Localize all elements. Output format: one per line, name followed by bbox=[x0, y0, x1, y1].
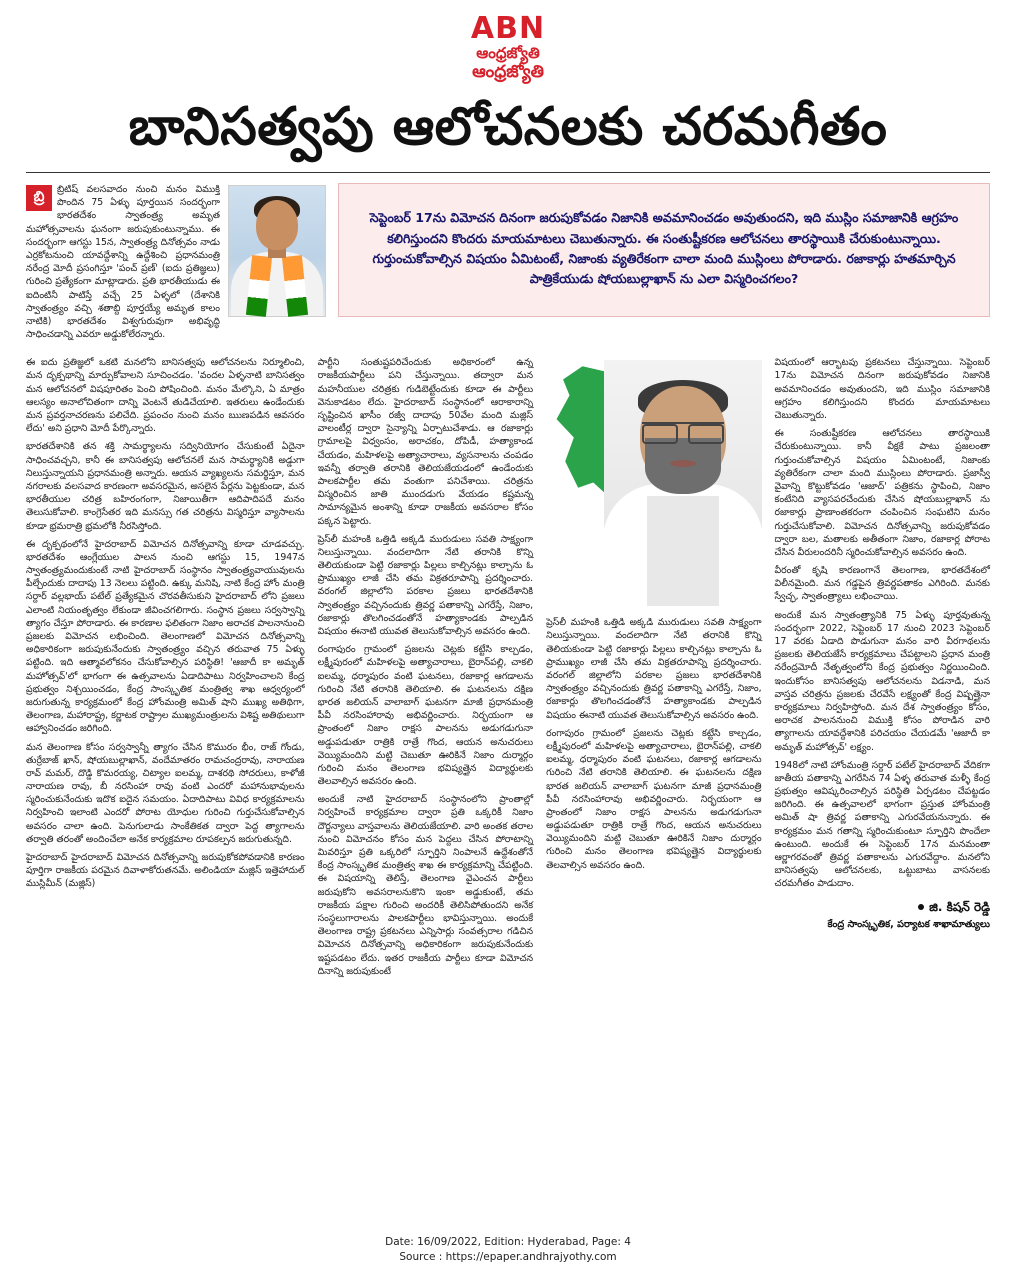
drop-cap: బ్రి bbox=[26, 185, 52, 211]
paragraph: విషయంలో ఆర్భాటపు ప్రకటనలు చేస్తున్నాయి. సెప్టెంబర్ 17ను విమోచన దినంగా జరుపుకోవడం నిజానికి అవమానించడం అవుతుందని, ఇది ముస్లిం సమాజానికి ఆగ్రహం కలిగిస్తుందని కొందరు మాయమాటలు చెబుతున్నారు. bbox=[774, 357, 991, 422]
paragraph: ఈ దృక్పథంలోనే హైదరాబాద్ విమోచన దినోత్సవాన్ని కూడా చూడవచ్చు. భారతదేశం ఆంగ్లేయుల పాలన నుంచి ఆగస్టు 15, 1947న స్వాతంత్ర్యమందుకుంటే నాటి హైదరాబాద్ సంస్థానం స్వాతంత్ర్యవాయువులను పీల్చేందుకు దాదాపు 13 నెలలు పట్టింది. ఉక్కు మనిషి, నాటి కేంద్ర హోం మంత్రి సర్దార్ వల్లభాయ్ పటేల్ ప్రత్యేకమైన చొరవతీసుకుని హైదరాబాద్ లోని ప్రజలు ఎలాంటి నియంతృత్వం లేకుండా జీవించగలిగారు. సంస్థాన ప్రజలు సర్వస్వాన్ని త్యాగం చేస్తూ పోరాడారు. ఈ కారణాల ఫలితంగా నిజాం అరాచక పాలనానుంచి ప్రజలకు విమోచన లభించింది. తెలంగాణలో విమోచన దినోత్సవాన్ని అధికారికంగా జరుపుకునేందుకు స్వాతంత్ర్యం వచ్చిన తరువాత 75 ఏళ్ళు పట్టింది. ఇది ఆత్మావలోకనం చేసుకోవాల్సిన పరిస్థితి! 'ఆజాదీ కా అమృత్ మహోత్సవ్'లో భాగంగా ఈ ఉత్సవాలను ఏడాదిపాటు నిర్వహించాలని కేంద్ర ప్రభుత్వం నిశ్చయించడం, కేంద్ర సాంస్కృతిక మంత్రిత్వ శాఖ ఆధ్వర్యంలో జరుగుతున్న కార్యక్రమంలో కేంద్ర హోంమంత్రి అమిత్ షాని ముఖ్య అతిథిగా, తెలంగాణ, మహారాష్ట్ర, కర్ణాటక రాష్ట్రాల ముఖ్యమంత్రులను విశిష్ట అతిథులుగా ఆహ్వానించడం జరిగింది. bbox=[26, 538, 305, 735]
author-photo bbox=[228, 185, 326, 317]
byline-name-row bbox=[775, 899, 990, 916]
paragraph: వీరంతో కృషి కారణంగానే తెలంగాణ, భారతదేశంలో విలీనమైంది. మన గడ్డపైన త్రివర్ణపతాకం ఎగిరింది. మనకు స్వేచ్ఛ, స్వాతంత్ర్యాలు లభించాయి. bbox=[774, 565, 991, 603]
headline-divider bbox=[26, 172, 990, 173]
highlight-callout bbox=[338, 183, 990, 317]
intro-text-column bbox=[26, 183, 220, 346]
highlight-text: సెప్టెంబర్ 17ను విమోచన దినంగా జరుపుకోవడం నిజానికి అవమానించడం అవుతుందని, ఇది ముస్లిం సమాజానికి ఆగ్రహం కలిగిస్తుందని కొందరు మాయమాటలు చెబుతున్నారు. ఈ సంతుష్టీకరణ ఆలోచనలు తారస్థాయికి చేరుకుంటున్నాయి. గుర్తుంచుకోవాల్సిన విషయం ఏమిటంటే, నిజాంకు వ్యతిరేకంగా చాలా మంది ముస్లింలు పోరాడారు. రజాకార్లు హతమార్చిన పాత్రికేయుడు షోయబుల్లాఖాన్ ను ఎలా విస్మరించగలం? bbox=[369, 210, 959, 287]
paragraph: పార్టీని సంతుష్టపరిచేందుకు అధికారంలో ఉన్న రాజకీయపార్టీలు పని చేస్తున్నాయి. తద్వారా మన మహనీయుల చరిత్రకు గుడిబెట్టేందుకు కూడా ఈ పార్టీలు వెనుకాడటం లేదు. హైదరాబాద్ సంస్థానంలో ఆరాకారాన్ని సృష్టించిన ఖాసీం రజ్వీ దాదాపు 50వేల మంది మజ్లిస్ వాలంటీర్ల ద్వారా సైన్యాన్ని ఏర్పాటుచేశాడు. ఆ రజాకార్లు గ్రామాలపై విధ్వంసం, అరాచకం, దోపిడీ, హత్యాకాండ చేయడం, మహిళలపై అత్యాచారాలు, వ్యసనాలను చంపడం ఇవన్నీ తర్వాతి తరానికి తెలియజేయడంలో ఉండేందుకు పాలకపార్టీల తమ వంతుగా పనిచేశాయి. చరిత్రను విస్మరించిన జాతి ముందడుగు వేయడం కష్టమన్న సామాన్యమైన అంశాన్ని కూడా రాజకీయ అవసరాల కోసం పక్కన పెట్టారు. bbox=[317, 357, 534, 527]
photo-vest-shape bbox=[647, 496, 719, 606]
abn-logo-subtitle-1: ఆంధ్రజ్యోతి bbox=[476, 45, 540, 62]
body-column-1 bbox=[26, 356, 305, 1186]
paragraph: అందుకే నాటి హైదరాబాద్ సంస్థానంలోని ప్రాంతాల్లో నిర్వహించే కార్యక్రమాల ద్వారా ప్రతి ఒక్కరికీ నిజాం దౌర్జన్యాలు వాస్తవాలను తెలియజేయాలి. వారి అంతక తరాల నుంచి విమోచనం కోసం మన పెద్దలు చేసిన పోరాటాన్ని మివరిస్తూ ప్రతి ఒక్కరిలో స్ఫూర్తిని నింపాలనే ఉద్దేశంతోనే కేంద్ర సాంస్కృతిక మంత్రిత్వ శాఖ ఈ కార్యక్రమాన్ని చేపట్టింది. ఈ విషయాన్ని తెలిస్తే, తెలంగాణ వైఎంచన పార్టీలు జరుపుకోని అవసరాలనుకొని ఇంకా అడ్డుకుంటే, తమ రాజకీయ పక్షాల గురించి అందరికీ తెలిసిపోతుందని అనేక సంస్థలుగారాలను పాలకపార్టీలు భావిస్తున్నాయి. అందుకే తెలంగాణ రాష్ట్ర ప్రకటనలు ఎన్నిసార్లు సంవత్సరాల గడిచిన విమోచన దినోత్సవాన్ని అధికారికంగా జరుపుకునేందుకు ఇష్టపడటం లేదు. ఇతర రాజకీయ పార్టీలు కూడా విమోచన దినాన్ని జరుపుకుంటే bbox=[317, 794, 534, 977]
photo-head-shape bbox=[256, 200, 298, 250]
footer-source-link[interactable]: https://epaper.andhrajyothy.com bbox=[445, 1251, 617, 1264]
article-body bbox=[26, 342, 991, 1186]
paragraph: అందుకే మన స్వాతంత్ర్యానికి 75 ఏళ్ళు పూర్తవుతున్న సందర్భంగా 2022, సెప్టెంబర్ 17 నుంచి 2023 సెప్టెంబర్ 17 వరకు ఏడాది పొడుగునా మనం వారి వీరగాథలను ప్రజలకు తెలియజేసే కార్యక్రమాలు చేపట్టాలని ప్రధాన మంత్రి నరేంద్రమోదీ నేతృత్వంలోని కేంద్ర ప్రభుత్వం నిర్ణయించింది. ఇందుకోసం బానిసత్వపు ఆలోచనలను విడనాడి, మన వాస్తవ చరిత్రను ప్రజలకు చేరవేసే లక్ష్యంతో కేంద్ర విష్పత్తైనా కార్యక్రమాలు నిర్వహిస్తోంది. మన దేశ స్వాతంత్ర్యం కోసం, అరాచక పాలననుంచి విముక్తి కోసం పోరాడిన వారి త్యాగాలను యావద్దేశానికి పరిచయం చేయడమే 'ఆజాదీ కా అమృత్ మహోత్సవ్' లక్ష్యం. bbox=[774, 609, 991, 753]
paragraph: రంగాపురం గ్రామంలో ప్రజలను చెట్లకు కట్టేసి కాల్చడం, లక్ష్మీపురంలో మహిళలపై అత్యాచారాలు, బైరాన్‌పల్లి, చాకలి ఐలమ్మ, ధర్మాపురం వంటి ఘటనలు, రజాకార్ల ఆగడాలను గురించి నేటి తరానికి తెలియాలి. ఈ ఘటనలను దక్షిణ భారత జలియన్ వాలాబాగ్ ఘటనగా మాజీ ప్రధానమంత్రి పీవీ నరసింహారావు అభివర్ణించారు. నిర్భయంగా ఆ ప్రాంతంలో నిజాం రాక్షస పాలనను అడుగడుగునా అడ్డుపడుతూ రాత్రికి రాత్రే గొంద, ఆయన అనుచరులు వెయ్యిమందిని మట్టి చెబుతూ ఊరికినే నిజాం దుర్మార్గం గురించి మనం తెలంగాణ భవిష్యత్తైన విద్యార్థులకు తెలవాల్సిన అవసరం ఉంది. bbox=[546, 727, 762, 871]
paragraph: ఈ సంతుష్టీకరణ ఆలోచనలు తారస్థాయికి చేరుకుంటున్నాయి. కానీ వీక్షకే పాటు ప్రజలంతా గుర్తుంచుకోవాల్సిన విషయం ఏమింటంటే, నిజాంకు వ్యతిరేకంగా చాలా మంది ముస్లింలు పోరాడారు. ప్రజాస్వీ వైవాన్ని కొట్టుకోవడం 'ఆజాద్' పత్రికను స్థాపించి, నిజాం కంటేనిది వ్యాసపరచేందుకు చేసిన షోయబుల్లాఖాన్ ను రజాకార్లు ప్రాణాంతకరంగా చంపించిన సంఘటిని మనం గుర్తుచేసుకోవాలి. విమోచన దినోత్సవాన్ని జరుపుకోవడం ద్వారా బల, మతాలకు అతీతంగా నిజాం, రజాకార్ల పోరాట చేసిన వీరులందరినీ స్మరించుకోవాల్సిన అవసరం ఉంది. bbox=[774, 428, 991, 558]
byline bbox=[775, 899, 990, 932]
photo-body-shape bbox=[231, 252, 323, 316]
paragraph: బ్రిటిష్ వలసవాదం నుంచి మనం విముక్తి పొందిన 75 ఏళ్ళు పూర్తయిన సందర్భంగా భారతదేశం స్వాతంత్ర్య అమృత మహోత్సవాలను ఘనంగా జరుపుకుంటున్నాము. ఈ సందర్భంగా ఆగస్టు 15న, స్వాతంత్ర్య దినోత్సవం నాడు ఎర్రకోటనుంచి యావద్దేశాన్ని ఉద్దేశించి ప్రధానమంత్రి నరేంద్ర మోదీ ప్రసంగిస్తూ 'పంచ్ ప్రణ్' (ఐదు ప్రతిజ్ఞలు) గురించి ప్రత్యేకంగా మాట్లాడారు. ప్రతి భారతీయుడు ఈ ఐదింటినీ పాటిస్తే వచ్చే 25 ఏళ్ళలో (దేశానికి స్వాతంత్ర్యం వచ్చి శతాబ్ది పూర్తయ్యే అమృత కాలం నాటికి) భారతదేశం విశ్వగురువుగా అభివృద్ధి సాధించడాన్ని ఎవరూ అడ్డుకోలేరన్నారు. bbox=[26, 184, 220, 341]
bullet-icon bbox=[918, 904, 924, 910]
body-column-4 bbox=[775, 356, 990, 1186]
amit-shah-photo bbox=[604, 360, 762, 606]
telangana-flag-graphic bbox=[546, 342, 761, 610]
article-headline: బానిసత్వపు ఆలోచనలకు చరమగీతం bbox=[128, 96, 888, 157]
body-column-2 bbox=[318, 356, 533, 1186]
intro-block bbox=[26, 183, 326, 346]
paragraph: మన తెలంగాణ కోసం సర్వస్వాన్నీ త్యాగం చేసిన కొమురం భీం, రాజ్ గోండు, తుర్రేబాజ్ ఖాన్, షోయబుల్లాఖాన్, వందేమాతరం రామచంద్రరావు, నారాయణ రావ్ మమర్, దొడ్డి కొమరయ్య, చిట్యాల ఐలమ్మ, దాశరథి సోదరులు, కాళోజీ నారాయణ రావు, బీ నరసింహా రావు వంటి ఎందరో మహానుభావులను స్మరించుకునేందుకు ఇదొక ఐదైన సమయం. ఏదాదిపాటు వివిధ కార్యక్రమాలను నిర్వహించి ఇలాంటి ఎందరో పోరాట యోధుల గురించి గుర్తుచేసుకోవాల్సిన అవసరం చాలా ఉంది. పెనుగులాడు సాంకేతికత ద్వారా పెద్ద త్యాగాలను తర్వాతి తరంతో అందించేలా అనేక కార్యక్రమాల రూపకల్పన జరుగుతున్నది. bbox=[26, 741, 305, 845]
paragraph: ప్రెస్‌లీ మహంకి ఒత్తిడి అక్కడి మురుడులు సవతి సాక్ష్యంగా నిలుస్తున్నాయి. వందలాదిగా నేటి తరానికి కొన్ని తెలియకుండా పెట్టి రజాకార్లు పిల్లలు కాల్చినట్లు కాల్చాను ఓ ప్రాముఖ్యం లాజీ చేసి తమ విక్రతరూపాన్ని ప్రదర్శించారు. వరంగల్ జిల్లాలోని పరకాల ప్రజలు భారతదేశానికి స్వాతంత్ర్యం వచ్చినందుకు త్రివర్ణ పతాకాన్ని ఎగరేస్తే, నిజాం, రజాకార్లు తొలగించడంతోనే హత్యాకాండకు పాల్పడిన విషయం ఈనాటి యువత తెలుసుకోవాల్సిన అవసరం ఉంది. bbox=[317, 533, 534, 638]
paragraph: భారతదేశానికి తన శక్తి సామర్థ్యాలను సద్వినియోగం చేసుకుంటే ఏదైనా సాధించవచ్చని, కానీ ఈ బానిసత్వపు ఆలోచనలే మన సామర్థ్యానికి అడ్డుగా నిలుస్తున్నాయని ప్రధానమంత్రి అన్నారు. ఆయన వ్యాఖ్యలను సమర్థిస్తూ, మన నగరాలకు వలసవాద కారణంగా అవసరమైన, అసలైన పేర్లను పెట్టకుండా, మన భారతీయుల చరిత్ర బహిరంగంగా, నిజాయితీగా ఆదిపాదిపదే మనం తెలుసుకోవాలి. కాంగ్రెసేతర ఇది మనస్సు గత చరిత్రను విస్మరిస్తూ వ్యాసాలను కూడా భ్రమరాత్రి భ్రమలోకి నీరసిస్తోంది. bbox=[26, 441, 305, 532]
photo-mouth-shape bbox=[670, 460, 696, 467]
paragraph: హైదరాబాద్ హైదరాబాద్ విమోచన దినోత్సవాన్ని జరుపుకోకపోవడానికి కారణం పూర్తిగా రాజకీయ పరమైన దివాళాకోరుతనమే. అలిండియా మజ్లిస్ ఇత్తెహాదుల్ ముస్లిమీన్ (మజ్లిస్) bbox=[26, 852, 305, 890]
abn-logo: ABN bbox=[470, 11, 546, 46]
telangana-map-label: తెలంగాణ bbox=[559, 342, 570, 377]
article-top-row bbox=[26, 183, 990, 346]
paragraph: ప్రెస్‌లీ మహంకి ఒత్తిడి అక్కడి మురుడులు సవతి సాక్ష్యంగా నిలుస్తున్నాయి. వందలాదిగా నేటి తరానికి కొన్ని తెలియకుండా పెట్టి రజాకార్లు పిల్లలు కాల్చినట్లు కాల్చాను ఓ ప్రాముఖ్యం లాజీ చేసి తమ విక్రతరూపాన్ని ప్రదర్శించారు. వరంగల్ జిల్లాలోని పరకాల ప్రజలు భారతదేశానికి స్వాతంత్ర్యం వచ్చినందుకు త్రివర్ణ పతాకాన్ని ఎగరేస్తే, నిజాం, రజాకార్లు తొలగించడంతోనే హత్యాకాండకు పాల్పడిన విషయం ఈనాటి యువత తెలుసుకోవాల్సిన అవసరం ఉంది. bbox=[546, 617, 762, 721]
abn-logo-subtitle-2: ఆంధ్రజ్యోతి bbox=[472, 62, 544, 82]
footer-date-edition: Date: 16/09/2022, Edition: Hyderabad, Page: 4 bbox=[385, 1235, 631, 1248]
byline-author-role: కేంద్ర సాంస్కృతిక, పర్యాటక శాఖామాత్యులు bbox=[827, 918, 991, 930]
paragraph: ఈ ఐదు ప్రతిజ్ఞలో ఒకటి మనలోని బానిసత్వపు ఆలోచనలను నిర్మూలించి, మన దృక్పథాన్ని మార్పుకోవాలని సూచించడం. 'వందల ఏళ్ళనాటి బానిసత్వం మన ఆలోచనలో విషపూరితం పెంచి పోషించింది. మనం మేల్కొని, ఏ మాత్రం ఆలస్యం అనాలోచితంగా దాన్ని వెంటనే తుడిచేయాలి. ఇతరులు ఉండేందుకు మన ప్రవర్తనాచరణను పలిచేది. ప్రపంచం నుంచి మనం ఋణపడిన ఆవసరం లేదు' అని ప్రధాని మోదీ పేర్కొన్నారు. bbox=[26, 357, 305, 435]
masthead bbox=[26, 0, 990, 86]
footer-source-row bbox=[0, 1250, 1016, 1266]
paragraph: రంగాపురం గ్రామంలో ప్రజలను చెట్లకు కట్టేసి కాల్చడం, లక్ష్మీపురంలో మహిళలపై అత్యాచారాలు, బైరాన్‌పల్లి, చాకలి ఐలమ్మ, ధర్మాపురం వంటి ఘటనలు, రజాకార్ల ఆగడాలను గురించి నేటి తరానికి తెలియాలి. ఈ ఘటనలను దక్షిణ భారత జలియన్ వాలాబాగ్ ఘటనగా మాజీ ప్రధానమంత్రి పీవీ నరసింహారావు అభివర్ణించారు. నిర్భయంగా ఆ ప్రాంతంలో నిజాం రాక్షస పాలనను అడుగడుగునా అడ్డుపడుతూ రాత్రికి రాత్రే గొంద, ఆయన అనుచరులు వెయ్యిమందిని మట్టి చెబుతూ ఊరికినే నిజాం దుర్మార్గం గురించి మనం తెలంగాణ భవిష్యత్తైన విద్యార్థులకు తెలవాల్సిన అవసరం ఉంది. bbox=[317, 644, 534, 788]
byline-author-name: జి. కిషన్ రెడ్డి bbox=[929, 899, 991, 914]
paragraph: 1948లో నాటి హోంమంత్రి సర్దార్ పటేల్ హైదరాబాద్ వేదికగా జాతీయ పతాకాన్ని ఎగరేసిన 74 ఏళ్ళ తరువాత మళ్ళీ కేంద్ర ప్రభుత్వం ఆవిష్కరించాల్సిన పరిస్థితి ఏర్పడటం చేపట్టడం జరిగింది. ఈ ఉత్సవాలలో భాగంగా ప్రస్తుత హోంమంత్రి అమిత్ షా త్రివర్ణ పతాకాన్ని ఎగురవేయనున్నారు. ఈ కార్యక్రమం మన గతాన్ని స్మరించుకుంటూ స్ఫూర్తిని పొందేలా ఉంటుంది. అందుకే ఈ సెప్టెంబర్ 17న మనమంతా ఆర్ణాగరవంతో త్రివర్ణ పతాకాలను ఎగురవేద్దాం. మనలోని బానిసత్వపు ఆలోచనలకు, ఒట్టుబాటు వాసనలకు చరమగీతం పాడుదాం. bbox=[774, 759, 991, 890]
headline-wrap bbox=[26, 86, 990, 166]
page-footer bbox=[0, 1235, 1016, 1267]
footer-source-label: Source : bbox=[399, 1251, 446, 1264]
body-column-3 bbox=[546, 342, 762, 1186]
photo-glasses-shape bbox=[642, 422, 724, 442]
